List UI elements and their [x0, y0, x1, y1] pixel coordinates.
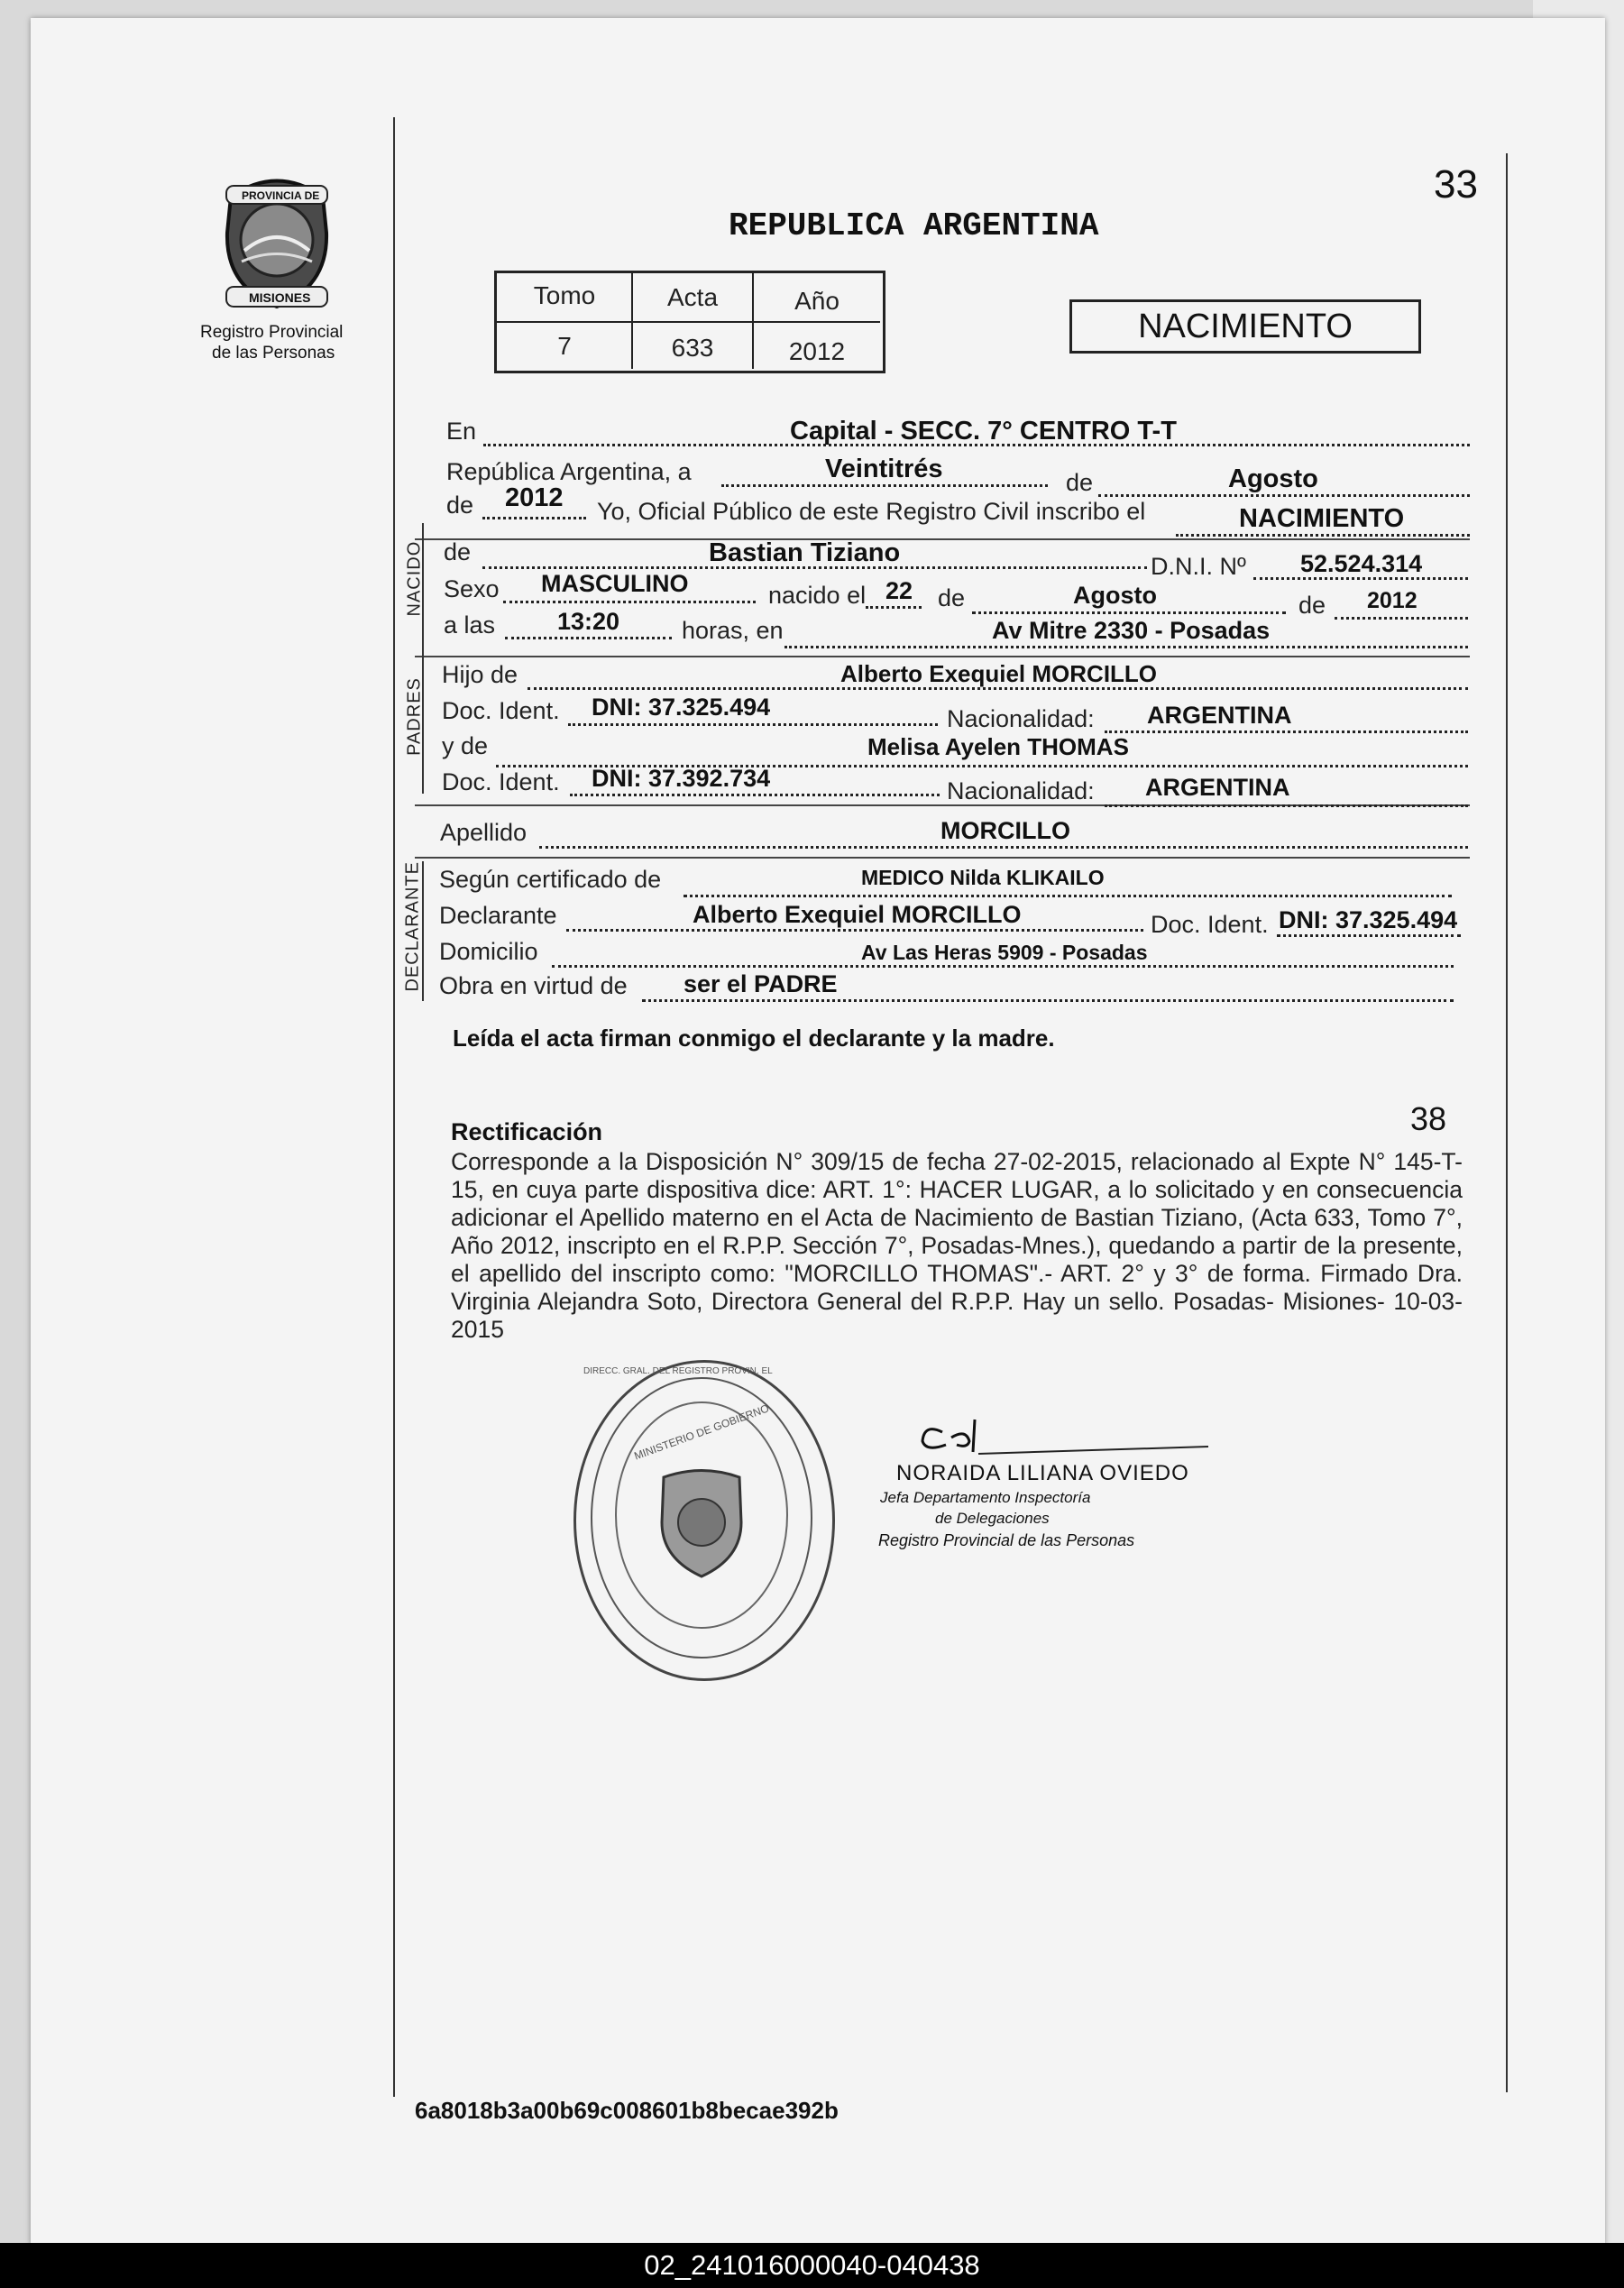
acta-value-tomo: 7: [557, 332, 572, 360]
dots-padre-doc: [568, 723, 938, 726]
value-madre-nac: ARGENTINA: [1145, 774, 1290, 801]
value-nacido-dia: 22: [885, 577, 913, 604]
value-madre: Melisa Ayelen THOMAS: [867, 733, 1129, 760]
value-nacido-mes: Agosto: [1073, 582, 1157, 609]
signature-title-1: Jefa Departamento Inspectoría: [880, 1489, 1091, 1506]
leida-statement: Leída el acta firman conmigo el declarante y la madre.: [453, 1025, 1055, 1052]
label-republica: República Argentina, a: [446, 458, 692, 485]
value-domicilio: Av Las Heras 5909 - Posadas: [861, 941, 1148, 964]
label-horas-en: horas, en: [682, 617, 784, 644]
label-y-de: y de: [442, 732, 489, 759]
value-madre-doc: DNI: 37.392.734: [592, 765, 771, 792]
label-en: En: [446, 418, 477, 445]
label-nacionalidad-madre: Nacionalidad:: [947, 777, 1095, 804]
value-dni: 52.524.314: [1300, 550, 1423, 577]
dots-nacido-dia: [866, 606, 922, 609]
value-mes: Agosto: [1228, 464, 1318, 493]
value-obra: ser el PADRE: [684, 970, 838, 997]
country-heading: REPUBLICA ARGENTINA: [729, 207, 1099, 244]
dots-anio: [482, 517, 586, 519]
value-certificado: MEDICO Nilda KLIKAILO: [861, 866, 1105, 889]
dots-mes: [1098, 494, 1470, 497]
value-sexo: MASCULINO: [541, 570, 689, 597]
value-nacido-anio: 2012: [1367, 588, 1418, 613]
right-margin-line: [1506, 153, 1508, 2092]
label-de-anio: de: [446, 492, 474, 519]
oficial-text: Yo, Oficial Público de este Registro Civil inscribo el: [597, 498, 1146, 525]
label-apellido: Apellido: [440, 819, 528, 846]
label-segun: Según certificado de: [439, 866, 662, 893]
dots-nacido-anio: [1335, 617, 1468, 620]
value-padre-doc: DNI: 37.325.494: [592, 694, 771, 721]
dots-certificado: [684, 895, 1452, 897]
dots-obra: [642, 999, 1454, 1002]
dots-padre-nac: [1105, 731, 1468, 733]
value-anio: 2012: [505, 483, 564, 512]
signature-name: NORAIDA LILIANA OVIEDO: [896, 1461, 1189, 1485]
label-hijo-de: Hijo de: [442, 661, 518, 688]
dots-madre-nac: [1105, 804, 1468, 807]
label-nacionalidad-padre: Nacionalidad:: [947, 705, 1095, 732]
dots-declarante: [566, 929, 1143, 932]
label-obra: Obra en virtud de: [439, 972, 628, 999]
acta-value-acta: 633: [671, 334, 714, 362]
label-nacido-el: nacido el: [768, 582, 867, 609]
acta-header-anio: Año: [794, 287, 840, 315]
dots-nacido-mes: [972, 611, 1286, 614]
footer-bar: [0, 2243, 1624, 2288]
dots-apellido: [539, 846, 1468, 849]
label-domicilio: Domicilio: [439, 938, 538, 965]
signature-scribble: [915, 1416, 1213, 1461]
dots-dia: [721, 484, 1048, 487]
separator-declarante-top: [415, 857, 1470, 859]
value-apellido: MORCILLO: [940, 817, 1070, 844]
dots-declarante-doc: [1277, 934, 1461, 937]
value-lugar: Av Mitre 2330 - Posadas: [992, 617, 1271, 644]
acta-table-divider: [496, 321, 880, 323]
section-label-padres: PADRES: [404, 677, 425, 756]
section-label-nacido: NACIDO: [404, 540, 425, 617]
province-logo: [213, 170, 341, 314]
doc-type-box: [1069, 299, 1421, 354]
value-hora: 13:20: [557, 608, 620, 635]
value-padre: Alberto Exequiel MORCILLO: [840, 660, 1158, 687]
dots-lugar: [784, 646, 1468, 648]
label-sexo: Sexo: [444, 575, 500, 602]
document-hash: 6a8018b3a00b69c008601b8becae392b: [415, 2097, 839, 2124]
rectificacion-title: Rectificación: [451, 1118, 603, 1145]
logo-text-top: PROVINCIA DE: [242, 189, 320, 202]
value-nombre: Bastian Tiziano: [709, 538, 901, 567]
registry-label-line1: Registro Provincial: [200, 323, 344, 342]
separator-padres-top: [415, 656, 1470, 657]
label-doc-ident-madre: Doc. Ident.: [442, 768, 560, 795]
value-dia: Veintitrés: [825, 455, 943, 483]
doc-type-label: NACIMIENTO: [1138, 308, 1353, 345]
dots-inscribe: [1176, 534, 1470, 537]
signature-title-3: Registro Provincial de las Personas: [878, 1531, 1135, 1549]
signature-title-2: de Delegaciones: [935, 1510, 1050, 1527]
registry-seal: [573, 1360, 835, 1681]
acta-header-tomo: Tomo: [533, 281, 596, 309]
page-number: 33: [1434, 162, 1478, 207]
left-margin-line: [393, 117, 395, 2097]
value-padre-nac: ARGENTINA: [1147, 702, 1292, 729]
footer-id: 02_241016000040-040438: [644, 2249, 980, 2281]
value-en: Capital - SECC. 7° CENTRO T-T: [790, 417, 1177, 446]
logo-text-bottom: MISIONES: [249, 290, 311, 305]
label-de-nombre: de: [444, 538, 472, 565]
label-de-mes: de: [1066, 469, 1094, 496]
rectificacion-body: Corresponde a la Disposición N° 309/15 de fecha 27-02-2015, relacionado al Expte N° 145-T-15, en cuya parte dispositiva dice: ART. 1°: HACER LUGAR, a lo solicitado y en consecuencia adicionar el Apellido materno en el Acta de Nacimiento de Bastian Tiziano, (Acta 633, Tomo 7°, Año 2012, inscripto en el R.P.P. Sección 7°, Posadas-Mnes.), quedando a partir de la presente, el apellido del inscripto como: "MORCILLO THOMAS".- ART. 2° y 3° de forma. Firmado Dra. Virginia Alejandra Soto, Directora General del R.P.P. Hay un sello. Posadas- Misiones- 10-03-2015: [451, 1148, 1463, 1343]
value-declarante-doc: DNI: 37.325.494: [1279, 906, 1458, 933]
registry-label-line2: de las Personas: [212, 344, 335, 363]
value-declarante: Alberto Exequiel MORCILLO: [693, 901, 1022, 928]
label-de-nacido-anio: de: [1298, 592, 1326, 619]
label-doc-ident-declarante: Doc. Ident.: [1151, 911, 1269, 938]
dots-madre-doc: [570, 794, 940, 796]
dots-hora: [505, 637, 672, 639]
section-label-declarante: DECLARANTE: [402, 861, 423, 992]
value-inscribe: NACIMIENTO: [1239, 504, 1405, 533]
dots-sexo: [503, 601, 756, 603]
label-doc-ident-padre: Doc. Ident.: [442, 697, 560, 724]
rectificacion-number: 38: [1410, 1100, 1447, 1137]
separator-nacido-top: [415, 538, 1470, 540]
dots-domicilio: [552, 965, 1454, 968]
label-declarante: Declarante: [439, 902, 557, 929]
acta-value-anio: 2012: [788, 337, 846, 365]
label-dni: D.N.I. Nº: [1151, 553, 1246, 580]
seal-outer-text: DIRECC. GRAL. DEL REGISTRO PROVIN. EL: [583, 1366, 773, 1376]
acta-header-acta: Acta: [666, 283, 719, 311]
seal-inner-text: MINISTERIO DE GOBIERNO: [632, 1401, 771, 1463]
label-de-nacido-mes: de: [938, 584, 966, 611]
label-a-las: a las: [444, 611, 496, 639]
